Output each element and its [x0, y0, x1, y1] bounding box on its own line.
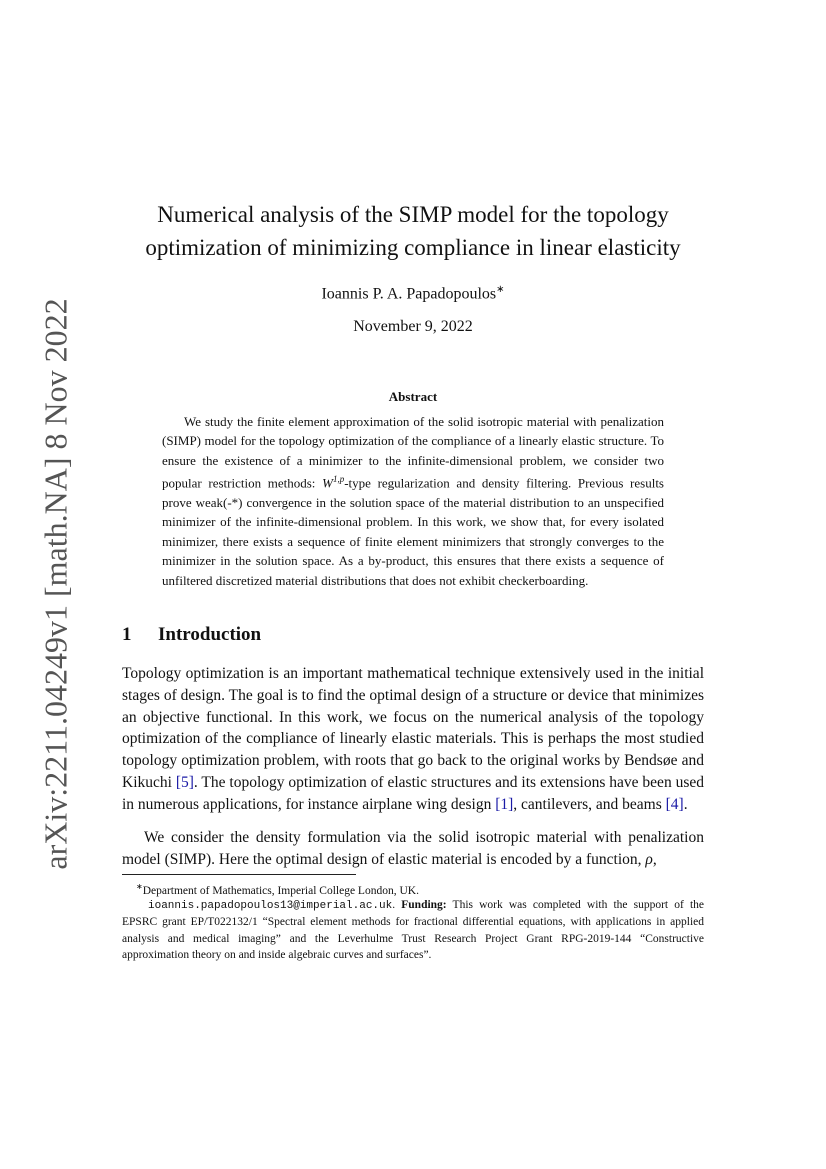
intro-p2-text-b: ,	[652, 850, 657, 868]
section-title: Introduction	[158, 624, 262, 645]
abstract-body	[162, 412, 664, 590]
citation-link-1[interactable]: [1]	[495, 795, 514, 813]
abstract-math-w-sup: 1,p	[332, 474, 345, 485]
author-email[interactable]: ioannis.papadopoulos13@imperial.ac.uk	[148, 900, 393, 912]
intro-paragraph-1	[122, 663, 704, 816]
intro-p1-text-a: Topology optimization is an important mathematical technique extensively used in the initial stages of design. The goal is to find the optimal design of a structure or device that minimizes an objective functional. In this work, we focus on the numerical analysis of the topology optimization of the compliance of linearly elastic materials. This is perhaps the most studied topology optimization problem, with roots that go back to the original works by Bendsøe and Kikuchi	[122, 665, 704, 791]
author-line	[120, 284, 706, 303]
intro-p1-text-d: .	[683, 795, 688, 813]
abstract-text-part2: -type regularization and density filtering. Previous results prove weak(-*) convergence in the solution space of the material distribution to an unspecified minimizer of the infinite-dimensional problem. In this work, we show that, for every isolated minimizer, there exists a sequence of finite element minimizers that strongly converges to the minimizer in the solution space. As a by-product, this ensures that there exists a sequence of unfiltered discretized material distributions that does not exhibit checkerboarding.	[162, 475, 664, 588]
author-name: Ioannis P. A. Papadopoulos	[321, 285, 497, 303]
affiliation-text: Department of Mathematics, Imperial College London, UK.	[142, 884, 419, 897]
citation-link-4[interactable]: [4]	[665, 795, 684, 813]
author-footnote-mark: ∗	[496, 284, 505, 295]
citation-link-5[interactable]: [5]	[175, 773, 194, 791]
funding-label: Funding:	[401, 899, 447, 911]
abstract-heading: Abstract	[388, 389, 438, 404]
arxiv-identifier-stamp: arXiv:2211.04249v1 [math.NA] 8 Nov 2022	[37, 298, 74, 870]
intro-p2-text-a: We consider the density formulation via the solid isotropic material with penalization model (SIMP). Here the optimal design of elastic material is encoded by a function,	[122, 829, 704, 868]
abstract-math-w: W	[322, 475, 333, 491]
footnote-mark: ∗	[136, 882, 143, 891]
intro-p1-text-c: , cantilevers, and beams	[513, 795, 666, 813]
footnote-divider	[122, 874, 356, 875]
section-number: 1	[122, 624, 132, 645]
abstract-text-part1: We study the finite element approximation of the solid isotropic material with penalization (SIMP) model for the topology optimization of the compliance of a linearly elastic structure. To ensure the existence of a minimizer to the infinite-dimensional problem, we consider two popular restriction methods:	[162, 414, 664, 491]
intro-p1-text-b: . The topology optimization of elastic structures and its extensions have been used in numerous applications, for instance airplane wing design	[122, 773, 705, 813]
email-separator: .	[392, 899, 396, 911]
paper-date: November 9, 2022	[353, 318, 473, 335]
intro-paragraph-2	[122, 827, 704, 871]
intro-p2-rho: ρ	[645, 850, 653, 868]
footnote-funding	[122, 897, 704, 964]
paper-title: Numerical analysis of the SIMP model for the topology optimization of minimizing compliance in linear elasticity	[145, 202, 681, 260]
section-heading-introduction	[122, 624, 261, 646]
funding-text: This work was completed with the support of the EPSRC grant EP/T022132/1 “Spectral element methods for fractional differential equations, with applications in applied analysis and medical imaging” and the Leverhulme Trust Research Project Grant RPG-2019-144 “Constructive approximation theory on and inside algebraic curves and surfaces”.	[122, 899, 705, 962]
